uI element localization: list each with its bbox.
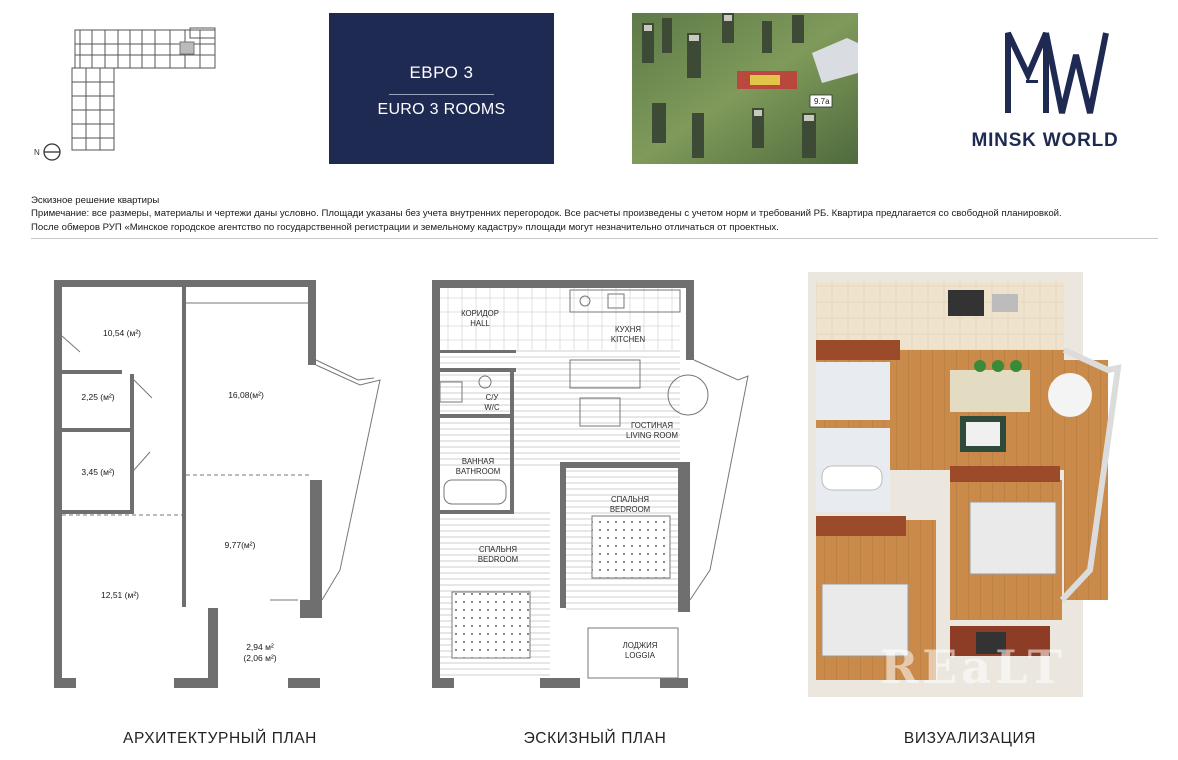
sketch-label-hall-en: HALL — [470, 319, 490, 328]
arch-area-6: 12,51 (м²) — [101, 590, 139, 600]
sketch-plan — [420, 270, 760, 700]
caption-visualization: ВИЗУАЛИЗАЦИЯ — [903, 730, 1037, 747]
architectural-plan — [40, 270, 385, 700]
arch-area-5: 9,77(м²) — [224, 540, 256, 550]
title-en: EURO 3 ROOMS — [377, 101, 506, 118]
sketch-label-loggia-en: LOGGIA — [625, 651, 655, 660]
arch-area-7: 2,94 м² — [246, 642, 274, 652]
arch-area-1: 10,54 (м²) — [103, 328, 141, 338]
notes-title: Эскизное решение квартиры — [31, 195, 160, 206]
sketch-label-bath-en: BATHROOM — [455, 467, 501, 476]
brand-name: MINSK WORLD — [971, 130, 1119, 151]
arch-area-2: 16,08(м²) — [228, 390, 264, 400]
sketch-label-wc-en: W/C — [484, 403, 500, 412]
arch-area-3: 2,25 (м²) — [81, 392, 115, 402]
logo-monogram — [950, 25, 1140, 125]
sketch-label-kitchen-en: KITCHEN — [610, 335, 646, 344]
sketch-label-kitchen-ru: КУХНЯ — [614, 325, 642, 334]
sketch-label-hall-ru: КОРИДОР — [461, 309, 499, 318]
aerial-render-image — [632, 13, 858, 164]
sketch-label-bedroom1-ru: СПАЛЬНЯ — [610, 495, 650, 504]
notes-block — [31, 194, 1161, 234]
watermark: REaLT — [880, 640, 1066, 694]
arch-area-8: (2,06 м²) — [243, 653, 277, 663]
divider — [31, 238, 1158, 239]
visualization-render — [800, 270, 1130, 700]
notes-line-1: Примечание: все размеры, материалы и чертежи даны условно. Площади указаны без учета внутренних перегородок. Все расчеты произведены с учетом норм и требований РБ. Квартира предлагается со свободной планировкой. — [31, 208, 1062, 220]
notes-line-2: После обмеров РУП «Минское городское агентство по государственной регистрации и земельному кадастру» площади могут незначительно отличаться от проектных. — [31, 221, 779, 233]
sketch-label-wc-ru: С/У — [485, 393, 499, 402]
sketch-label-living-ru: ГОСТИНАЯ — [630, 421, 674, 430]
apartment-title-box — [329, 13, 554, 164]
aerial-tag: 9.7a — [814, 97, 830, 106]
arch-area-4: 3,45 (м²) — [81, 467, 115, 477]
minsk-world-logo — [950, 25, 1140, 155]
sketch-label-bedroom1-en: BEDROOM — [609, 505, 651, 514]
caption-sketch-plan: ЭСКИЗНЫЙ ПЛАН — [523, 730, 667, 747]
compass-label: N — [34, 148, 40, 157]
sketch-label-bath-ru: ВАННАЯ — [461, 457, 495, 466]
title-ru: ЕВРО 3 — [409, 63, 474, 82]
title-divider — [389, 94, 494, 95]
sketch-label-living-en: LIVING ROOM — [626, 431, 678, 440]
sketch-label-bedroom2-en: BEDROOM — [477, 555, 519, 564]
key-plan — [30, 22, 230, 167]
caption-architectural-plan: АРХИТЕКТУРНЫЙ ПЛАН — [123, 730, 317, 747]
sketch-label-bedroom2-ru: СПАЛЬНЯ — [478, 545, 518, 554]
sketch-label-loggia-ru: ЛОДЖИЯ — [622, 641, 658, 650]
